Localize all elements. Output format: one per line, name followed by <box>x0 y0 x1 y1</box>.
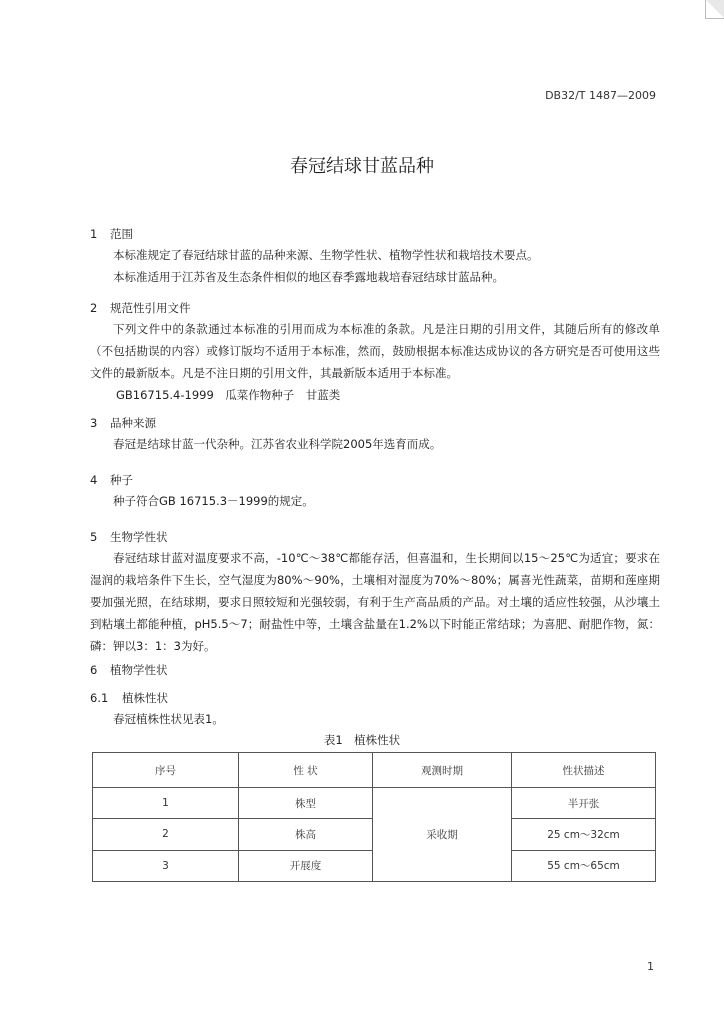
section-heading <box>90 470 660 490</box>
paragraph: 春冠植株性状见表1。 <box>113 712 224 726</box>
paragraph: 本标准规定了春冠结球甘蓝的品种来源、生物学性状、植物学性状和栽培技术要点。 <box>113 248 539 262</box>
paragraph: 种子符合GB 16715.3－1999的规定。 <box>113 494 314 508</box>
cell-observation-period: 采收期 <box>373 788 512 882</box>
section-biological-traits <box>90 527 660 657</box>
page-number: 1 <box>647 960 654 973</box>
section-number: 4 <box>90 473 98 487</box>
cell-trait: 开展度 <box>239 850 373 881</box>
column-header: 性状描述 <box>512 753 656 788</box>
section-number: 1 <box>90 227 98 241</box>
document-title: 春冠结球甘蓝品种 <box>290 156 434 177</box>
section-title: 种子 <box>110 473 133 487</box>
paragraph: 春冠结球甘蓝对温度要求不高，-10℃～38℃都能存活，但喜温和，生长期间以15～25℃为适宜；要求在湿润的栽培条件下生长，空气湿度为80%～90%，土壤相对湿度为70%～80%；属喜光性蔬菜，苗期和莲座期要加强光照，在结球期，要求日照较短和光强较弱，有利于生产高品质的产品。对土壤的适应性较强，从沙壤土到粘壤土都能种植，pH5.5～7；耐盐性中等，土壤含盐量在1.2%以下时能正常结球；为喜肥、耐肥作物，氮：磷：钾以3：1：3为好。 <box>90 551 660 653</box>
standard-code: DB32/T 1487—2009 <box>545 89 656 102</box>
section-number: 3 <box>90 416 98 430</box>
cell-number: 3 <box>93 850 239 881</box>
table-row <box>93 788 656 819</box>
cell-description: 半开张 <box>512 788 656 819</box>
cell-trait: 株高 <box>239 819 373 850</box>
subsection-title: 植株性状 <box>122 691 168 705</box>
section-botanical-traits <box>90 660 660 680</box>
table-caption: 表1 植株性状 <box>323 733 401 747</box>
paragraph: 春冠是结球甘蓝一代杂种。江苏省农业科学院2005年选育而成。 <box>113 437 442 451</box>
cell-number: 1 <box>93 788 239 819</box>
section-variety-origin <box>90 413 660 455</box>
reference-entry: GB16715.4-1999 瓜菜作物种子 甘蓝类 <box>116 388 341 402</box>
section-heading <box>90 298 660 318</box>
column-header: 观测时期 <box>373 753 512 788</box>
cell-number: 2 <box>93 819 239 850</box>
section-title: 品种来源 <box>110 416 156 430</box>
page-corner-fold <box>705 0 724 19</box>
column-header: 序号 <box>93 753 239 788</box>
section-normative-references <box>90 298 660 406</box>
section-title: 植物学性状 <box>110 663 168 677</box>
section-title: 规范性引用文件 <box>110 301 191 315</box>
section-number: 5 <box>90 530 98 544</box>
section-scope <box>90 224 660 288</box>
section-heading <box>90 660 660 680</box>
section-heading <box>90 224 660 244</box>
section-title: 范围 <box>110 227 133 241</box>
subsection-heading <box>90 688 660 708</box>
section-number: 2 <box>90 301 98 315</box>
subsection-number: 6.1 <box>90 691 109 705</box>
section-heading <box>90 413 660 433</box>
table-header-row <box>93 753 656 788</box>
subsection-plant-traits <box>90 688 660 730</box>
section-heading <box>90 527 660 547</box>
column-header: 性 状 <box>239 753 373 788</box>
paragraph: 下列文件中的条款通过本标准的引用而成为本标准的条款。凡是注日期的引用文件，其随后所有的修改单（不包括勘误的内容）或修订版均不适用于本标准，然而，鼓励根据本标准达成协议的各方研究是否可使用这些文件的最新版本。凡是不注日期的引用文件，其最新版本适用于本标准。 <box>90 322 660 380</box>
paragraph: 本标准适用于江苏省及生态条件相似的地区春季露地栽培春冠结球甘蓝品种。 <box>113 270 504 284</box>
section-number: 6 <box>90 663 98 677</box>
plant-traits-table <box>92 752 656 882</box>
cell-trait: 株型 <box>239 788 373 819</box>
cell-description: 55 cm～65cm <box>512 850 656 881</box>
section-title: 生物学性状 <box>110 530 168 544</box>
section-seeds <box>90 470 660 512</box>
cell-description: 25 cm～32cm <box>512 819 656 850</box>
